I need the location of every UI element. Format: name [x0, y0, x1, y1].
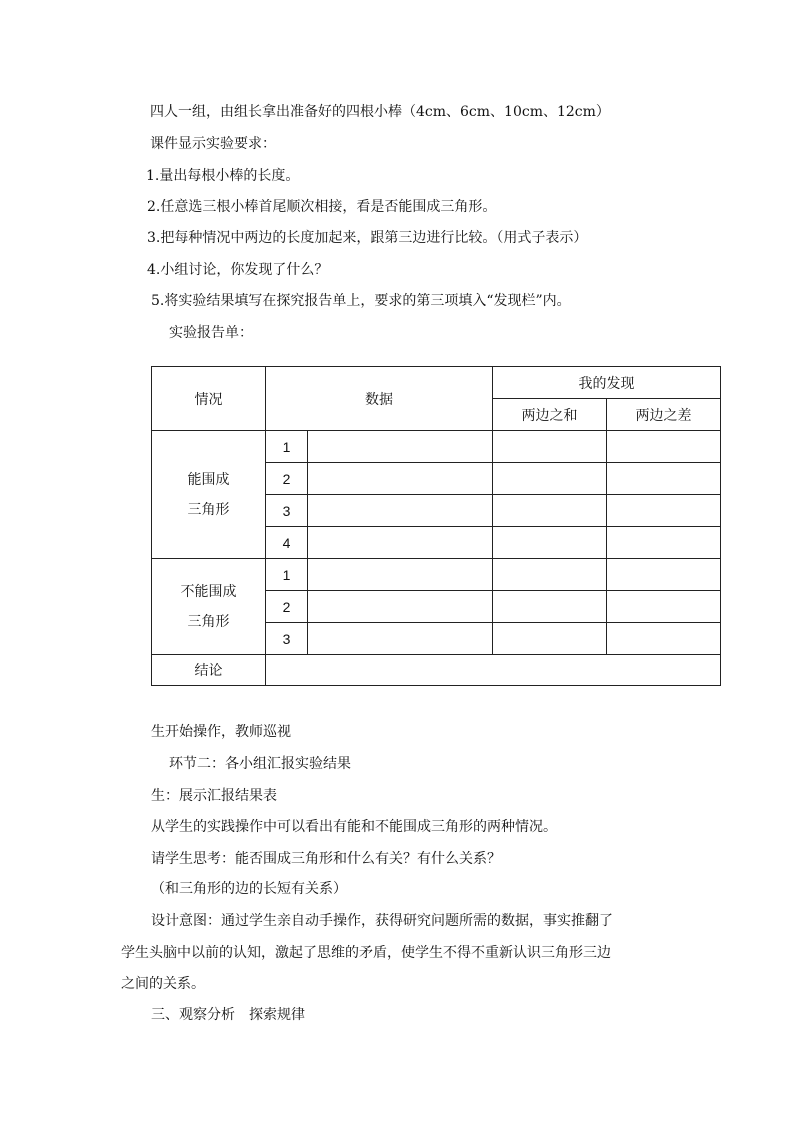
row-number: 2 — [266, 591, 308, 623]
row-number: 3 — [266, 623, 308, 655]
header-difference-of-two-sides: 两边之差 — [607, 399, 721, 431]
row-number: 1 — [266, 431, 308, 463]
sum-cell — [493, 623, 607, 655]
conclusion-cell — [266, 655, 721, 686]
after-line-3: 生：展示汇报结果表 — [151, 788, 277, 804]
requirement-1: 1.量出每根小棒的长度。 — [146, 168, 300, 184]
after-line-7: 设计意图：通过学生亲自动手操作，获得研究问题所需的数据，事实推翻了 — [151, 913, 613, 929]
diff-cell — [607, 623, 721, 655]
row-number: 2 — [266, 463, 308, 495]
after-line-2: 环节二：各小组汇报实验结果 — [169, 756, 351, 772]
after-line-9: 之间的关系。 — [121, 976, 205, 992]
category-cannot-form-line1: 不能围成 — [180, 583, 237, 600]
after-line-6: （和三角形的边的长短有关系） — [151, 881, 347, 897]
section-heading-observe-analyze: 三、观察分析 探索规律 — [151, 1007, 305, 1023]
category-can-form-triangle — [152, 431, 266, 559]
data-cell — [308, 463, 493, 495]
after-line-4: 从学生的实践操作中可以看出有能和不能围成三角形的两种情况。 — [151, 819, 557, 835]
header-my-finding: 我的发现 — [493, 367, 721, 399]
row-number: 3 — [266, 495, 308, 527]
intro-line-2: 课件显示实验要求： — [150, 136, 276, 152]
diff-cell — [607, 431, 721, 463]
category-can-form-line1: 能围成 — [187, 471, 230, 488]
diff-cell — [607, 495, 721, 527]
sum-cell — [493, 591, 607, 623]
diff-cell — [607, 559, 721, 591]
category-cannot-form-triangle — [152, 559, 266, 655]
sum-cell — [493, 527, 607, 559]
intro-line-1: 四人一组，由组长拿出准备好的四根小棒（4cm、6cm、10cm、12cm） — [150, 104, 610, 120]
category-can-form-line2: 三角形 — [187, 501, 230, 518]
sum-cell — [493, 559, 607, 591]
data-cell — [308, 495, 493, 527]
sum-cell — [493, 463, 607, 495]
after-line-5: 请学生思考：能否围成三角形和什么有关？有什么关系？ — [151, 851, 501, 867]
row-number: 4 — [266, 527, 308, 559]
sum-cell — [493, 431, 607, 463]
report-title: 实验报告单： — [169, 325, 253, 341]
diff-cell — [607, 591, 721, 623]
header-sum-of-two-sides: 两边之和 — [493, 399, 607, 431]
requirement-2: 2.任意选三根小棒首尾顺次相接，看是否能围成三角形。 — [147, 199, 497, 215]
after-line-1: 生开始操作，教师巡视 — [151, 724, 291, 740]
data-cell — [308, 527, 493, 559]
diff-cell — [607, 527, 721, 559]
data-cell — [308, 623, 493, 655]
conclusion-label: 结论 — [152, 655, 266, 686]
category-cannot-form-line2: 三角形 — [187, 613, 230, 630]
requirement-5: 5.将实验结果填写在探究报告单上，要求的第三项填入“发现栏”内。 — [151, 293, 571, 309]
header-data: 数据 — [266, 367, 493, 431]
data-cell — [308, 431, 493, 463]
requirement-4: 4.小组讨论，你发现了什么？ — [147, 262, 329, 278]
requirement-3: 3.把每种情况中两边的长度加起来，跟第三边进行比较。（用式子表示） — [147, 230, 588, 246]
data-cell — [308, 559, 493, 591]
after-line-8: 学生头脑中以前的认知，激起了思维的矛盾，使学生不得不重新认识三角形三边 — [121, 945, 611, 961]
sum-cell — [493, 495, 607, 527]
experiment-report-table — [151, 366, 721, 686]
header-situation: 情况 — [152, 367, 266, 431]
diff-cell — [607, 463, 721, 495]
row-number: 1 — [266, 559, 308, 591]
data-cell — [308, 591, 493, 623]
